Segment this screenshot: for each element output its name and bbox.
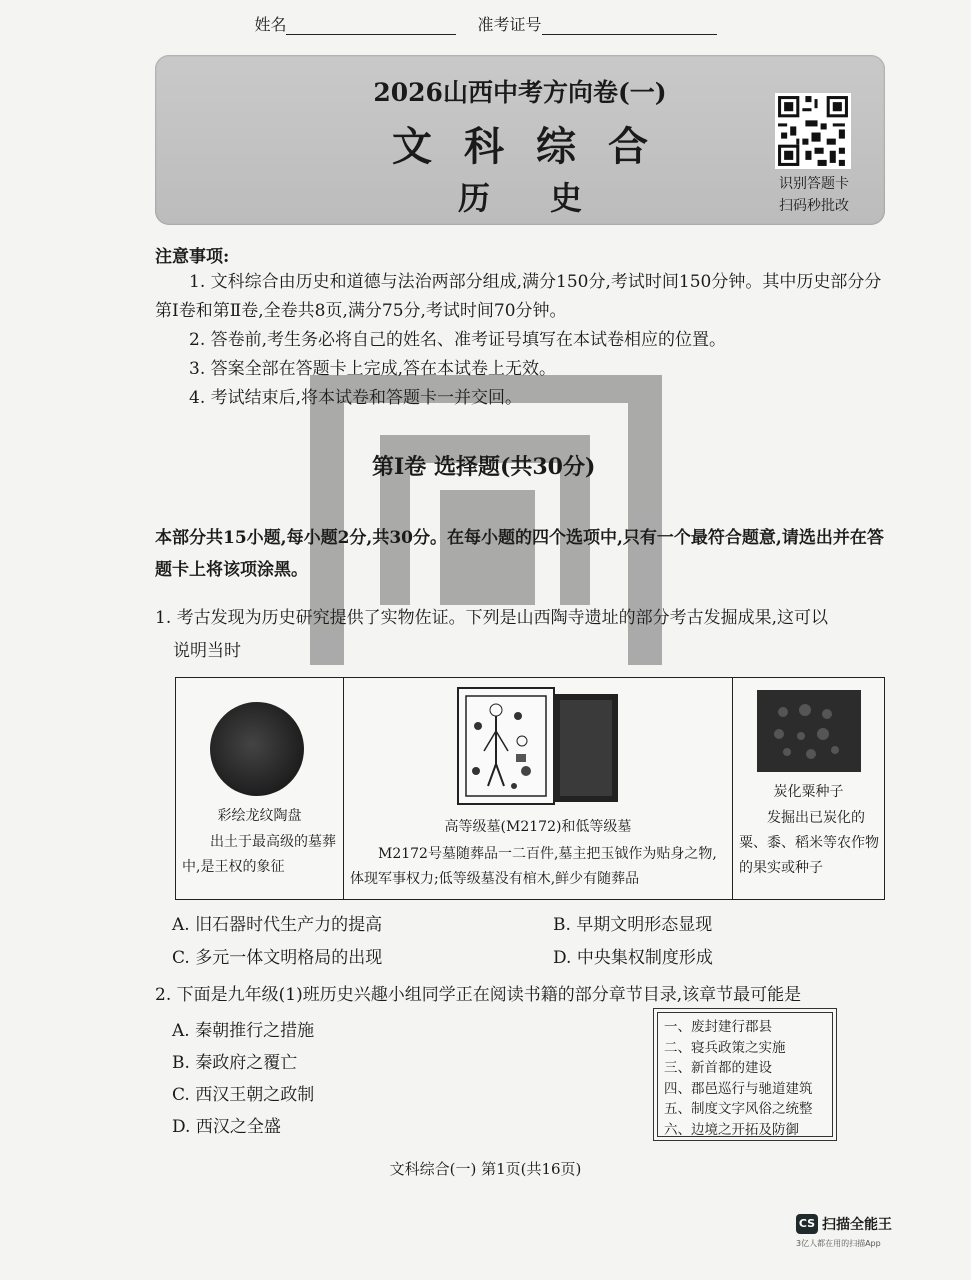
q2-option-c[interactable]: C. 西汉王朝之政制 (172, 1085, 315, 1105)
book-table-of-contents (653, 1008, 837, 1141)
cs-logo-icon: CS (796, 1214, 818, 1234)
toc-item: 一、废封建行郡县 (664, 1019, 772, 1035)
toc-list (657, 1012, 833, 1137)
name-label: 姓名 (254, 15, 287, 34)
painted-dragon-plate-image (210, 702, 304, 796)
page-footer: 文科综合(一) 第1页(共16页) (389, 1160, 582, 1178)
name-field[interactable] (286, 16, 456, 35)
scanner-app-name: 扫描全能王 (822, 1216, 892, 1233)
qr-caption-line-1: 识别答题卡 (779, 176, 849, 192)
q2-option-a[interactable]: A. 秦朝推行之措施 (172, 1021, 315, 1041)
qr-caption-line-2: 扫码秒批改 (779, 198, 849, 214)
exam-no-field[interactable] (542, 16, 717, 35)
exam-subtitle: 2026山西中考方向卷(一) (373, 78, 667, 107)
q1-option-b[interactable]: B. 早期文明形态显现 (553, 915, 713, 935)
scanner-app-logo (796, 1213, 892, 1249)
scanner-tagline: 3亿人都在用的扫描App (796, 1238, 881, 1248)
seeds-title: 炭化粟种子 (773, 784, 844, 800)
section-title: 第Ⅰ卷 选择题(共30分) (372, 454, 596, 480)
plate-description: 出土于最高级的墓葬中,是王权的象征 (182, 834, 336, 875)
tomb-m2172-drawing (456, 686, 556, 806)
question-2-stem: 2. 下面是九年级(1)班历史兴趣小组同学正在阅读书籍的部分章节目录,该章节最可能是 (155, 985, 802, 1005)
qr-caption (759, 173, 869, 217)
q1-option-a[interactable]: A. 旧石器时代生产力的提高 (172, 915, 383, 935)
tombs-description: M2172号墓随葬品一二百件,墓主把玉钺作为贴身之物,体现军事权力;低等级墓没有棺木,鲜少有随葬品 (350, 846, 717, 887)
notice-list (155, 268, 887, 413)
notice-item: 2. 答卷前,考生务必将自己的姓名、准考证号填写在本试卷相应的位置。 (189, 330, 727, 350)
question-1-figure-table (175, 677, 885, 900)
toc-item: 四、郡邑巡行与驰道建筑 (664, 1080, 813, 1097)
figure-cell-tombs (344, 678, 733, 899)
notice-item: 4. 考试结束后,将本试卷和答题卡一并交回。 (189, 388, 523, 408)
qr-code-icon[interactable] (775, 93, 851, 169)
plate-title: 彩绘龙纹陶盘 (217, 808, 302, 824)
toc-item: 二、寝兵政策之实施 (664, 1039, 786, 1056)
carbonized-millet-seeds-image (757, 690, 861, 772)
exam-no-label: 准考证号 (477, 15, 542, 34)
figure-cell-plate (176, 678, 344, 899)
low-tomb-image (554, 694, 618, 802)
q2-option-b[interactable]: B. 秦政府之覆亡 (172, 1053, 298, 1073)
seeds-description: 发掘出已炭化的粟、黍、稻米等农作物的果实或种子 (739, 810, 879, 876)
question-1-stem-line-2: 说明当时 (173, 641, 241, 661)
exam-title: 文科综合 (392, 123, 680, 170)
exam-subject: 历史 (457, 179, 642, 217)
figure-cell-seeds (733, 678, 884, 899)
notice-item: 3. 答案全部在答题卡上完成,答在本试卷上无效。 (189, 359, 557, 379)
notice-item: 1. 文科综合由历史和道德与法治两部分组成,满分150分,考试时间150分钟。其中历史部分分第Ⅰ卷和第Ⅱ卷,全卷共8页,满分75分,考试时间70分钟。 (155, 272, 882, 321)
toc-item: 五、制度文字风俗之统整 (664, 1101, 813, 1117)
title-banner (155, 55, 885, 225)
q1-option-d[interactable]: D. 中央集权制度形成 (553, 948, 713, 968)
section-intro: 本部分共15小题,每小题2分,共30分。在每小题的四个选项中,只有一个最符合题意,请选出并在答题卡上将该项涂黑。 (155, 528, 884, 580)
toc-item: 六、边境之开拓及防御 (664, 1121, 799, 1138)
question-1-stem (155, 602, 887, 668)
tombs-title: 高等级墓(M2172)和低等级墓 (444, 819, 632, 835)
candidate-info-row (0, 12, 971, 35)
toc-item: 三、新首都的建设 (664, 1060, 772, 1076)
q2-option-d[interactable]: D. 西汉之全盛 (172, 1117, 281, 1137)
q1-option-c[interactable]: C. 多元一体文明格局的出现 (172, 948, 383, 968)
question-1-stem-line-1: 1. 考古发现为历史研究提供了实物佐证。下列是山西陶寺遗址的部分考古发掘成果,这可以 (155, 608, 829, 628)
notice-heading: 注意事项: (155, 247, 230, 267)
